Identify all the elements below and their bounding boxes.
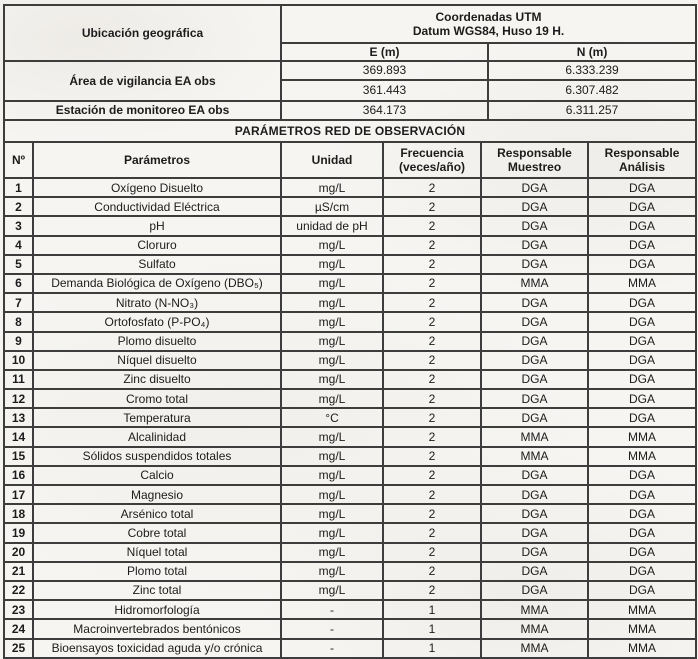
row-number-cell: 18 (4, 504, 33, 523)
monitoring-station-label: Estación de monitoreo EA obs (4, 101, 281, 120)
param-row (4, 389, 696, 408)
unit-cell: mg/L (281, 504, 383, 523)
row-number-cell: 8 (4, 312, 33, 331)
monitoring-parameters-table (3, 4, 697, 659)
parameter-name-cell: Bioensayos toxicidad aguda y/o crónica (33, 639, 281, 658)
unit-cell: mg/L (281, 236, 383, 255)
row-number-cell: 7 (4, 293, 33, 312)
sampling-responsible-cell: DGA (481, 216, 588, 235)
parameter-name-cell: Cloruro (33, 236, 281, 255)
row-number-cell: 25 (4, 639, 33, 658)
frequency-cell: 2 (383, 389, 481, 408)
parameter-name-cell: Temperatura (33, 408, 281, 427)
frequency-cell: 2 (383, 236, 481, 255)
sampling-responsible-cell: DGA (481, 255, 588, 274)
param-row (4, 504, 696, 523)
row-number-cell: 13 (4, 408, 33, 427)
row-number-cell: 5 (4, 255, 33, 274)
unit-cell: mg/L (281, 370, 383, 389)
row-number-cell: 1 (4, 178, 33, 197)
analysis-responsible-cell: DGA (588, 370, 696, 389)
row-number-cell: 11 (4, 370, 33, 389)
parameter-name-cell: Nitrato (N-NO₃) (33, 293, 281, 312)
param-row (4, 447, 696, 466)
unit-cell: - (281, 639, 383, 658)
frequency-cell: 2 (383, 408, 481, 427)
analysis-responsible-cell: MMA (588, 600, 696, 619)
frequency-cell: 2 (383, 447, 481, 466)
parameter-name-cell: Plomo total (33, 562, 281, 581)
unit-cell: mg/L (281, 427, 383, 446)
unit-cell: mg/L (281, 293, 383, 312)
sampling-responsible-cell: DGA (481, 562, 588, 581)
row-number-cell: 4 (4, 236, 33, 255)
unit-cell: mg/L (281, 255, 383, 274)
col-header-unit: Unidad (281, 142, 383, 178)
sampling-responsible-cell: DGA (481, 389, 588, 408)
sampling-responsible-cell: DGA (481, 370, 588, 389)
row-number-cell: 24 (4, 619, 33, 638)
param-row (4, 485, 696, 504)
parameter-name-cell: Zinc disuelto (33, 370, 281, 389)
analysis-responsible-cell: DGA (588, 255, 696, 274)
param-row (4, 197, 696, 216)
col-header-frequency: Frecuencia (veces/año) (383, 142, 481, 178)
coordinate-cell-east: 369.893 (281, 61, 488, 80)
sampling-responsible-cell: MMA (481, 427, 588, 446)
unit-cell: mg/L (281, 523, 383, 542)
row-number-cell: 15 (4, 447, 33, 466)
frequency-cell: 2 (383, 581, 481, 600)
unit-cell: - (281, 600, 383, 619)
parameter-name-cell: Ortofosfato (P-PO₄) (33, 312, 281, 331)
coordinate-cell-north: 6.311.257 (488, 101, 696, 120)
sampling-responsible-cell: DGA (481, 332, 588, 351)
sampling-responsible-cell: MMA (481, 619, 588, 638)
parameter-name-cell: Cromo total (33, 389, 281, 408)
param-row (4, 466, 696, 485)
utm-title: Coordenadas UTM (435, 9, 542, 24)
param-row (4, 370, 696, 389)
analysis-responsible-cell: MMA (588, 639, 696, 658)
sampling-responsible-cell: DGA (481, 178, 588, 197)
utm-subtitle: Datum WGS84, Huso 19 H. (412, 24, 565, 38)
row-number-cell: 2 (4, 197, 33, 216)
sampling-responsible-cell: DGA (481, 523, 588, 542)
unit-cell: mg/L (281, 485, 383, 504)
unit-cell: mg/L (281, 562, 383, 581)
sampling-responsible-cell: DGA (481, 581, 588, 600)
row-number-cell: 17 (4, 485, 33, 504)
unit-cell: mg/L (281, 466, 383, 485)
frequency-cell: 2 (383, 197, 481, 216)
row-number-cell: 14 (4, 427, 33, 446)
frequency-cell: 1 (383, 639, 481, 658)
parameter-name-cell: Plomo disuelto (33, 332, 281, 351)
sampling-responsible-cell: DGA (481, 197, 588, 216)
analysis-responsible-cell: DGA (588, 236, 696, 255)
unit-cell: mg/L (281, 581, 383, 600)
param-row (4, 274, 696, 293)
param-row (4, 216, 696, 235)
unit-cell: mg/L (281, 178, 383, 197)
row-number-cell: 9 (4, 332, 33, 351)
analysis-responsible-cell: DGA (588, 523, 696, 542)
analysis-responsible-cell: MMA (588, 447, 696, 466)
frequency-cell: 2 (383, 485, 481, 504)
row-number-cell: 10 (4, 351, 33, 370)
param-row (4, 581, 696, 600)
analysis-responsible-cell: DGA (588, 466, 696, 485)
frequency-cell: 2 (383, 504, 481, 523)
row-number-cell: 22 (4, 581, 33, 600)
vigilance-area-label: Área de vigilancia EA obs (4, 61, 281, 101)
parameter-name-cell: Sólidos suspendidos totales (33, 447, 281, 466)
row-number-cell: 20 (4, 543, 33, 562)
param-row (4, 639, 696, 658)
param-row (4, 312, 696, 331)
sampling-responsible-cell: MMA (481, 447, 588, 466)
param-row (4, 427, 696, 446)
unit-cell: mg/L (281, 389, 383, 408)
row-number-cell: 16 (4, 466, 33, 485)
sampling-responsible-cell: MMA (481, 274, 588, 293)
analysis-responsible-cell: DGA (588, 485, 696, 504)
sampling-responsible-cell: DGA (481, 543, 588, 562)
frequency-cell: 2 (383, 543, 481, 562)
analysis-responsible-cell: DGA (588, 389, 696, 408)
unit-cell: µS/cm (281, 197, 383, 216)
analysis-responsible-cell: DGA (588, 351, 696, 370)
frequency-cell: 2 (383, 312, 481, 331)
frequency-cell: 2 (383, 293, 481, 312)
parameter-name-cell: Arsénico total (33, 504, 281, 523)
param-row (4, 619, 696, 638)
row-number-cell: 12 (4, 389, 33, 408)
utm-header-cell (281, 5, 696, 43)
analysis-responsible-cell: MMA (588, 274, 696, 293)
unit-cell: mg/L (281, 332, 383, 351)
unit-cell: - (281, 619, 383, 638)
parameter-name-cell: pH (33, 216, 281, 235)
frequency-cell: 1 (383, 600, 481, 619)
parameter-name-cell: Conductividad Eléctrica (33, 197, 281, 216)
analysis-responsible-cell: DGA (588, 562, 696, 581)
analysis-responsible-cell: DGA (588, 543, 696, 562)
param-row (4, 523, 696, 542)
analysis-responsible-cell: DGA (588, 581, 696, 600)
sampling-responsible-cell: DGA (481, 504, 588, 523)
frequency-cell: 2 (383, 216, 481, 235)
parameter-name-cell: Hidromorfología (33, 600, 281, 619)
param-row (4, 293, 696, 312)
param-row (4, 236, 696, 255)
sampling-responsible-cell: DGA (481, 408, 588, 427)
frequency-cell: 2 (383, 255, 481, 274)
parameter-name-cell: Alcalinidad (33, 427, 281, 446)
coordinate-cell-east: 364.173 (281, 101, 488, 120)
location-header-cell: Ubicación geográfica (4, 5, 281, 61)
coordinate-cell-north: 6.333.239 (488, 61, 696, 80)
analysis-responsible-cell: MMA (588, 619, 696, 638)
col-header-number: Nº (4, 142, 33, 178)
col-header-analysis-responsible: Responsable Análisis (588, 142, 696, 178)
param-row (4, 255, 696, 274)
param-row (4, 562, 696, 581)
coordinate-cell-north: 6.307.482 (488, 80, 696, 101)
frequency-cell: 2 (383, 370, 481, 389)
unit-cell: mg/L (281, 543, 383, 562)
row-number-cell: 6 (4, 274, 33, 293)
analysis-responsible-cell: DGA (588, 312, 696, 331)
param-row (4, 543, 696, 562)
frequency-cell: 2 (383, 523, 481, 542)
frequency-cell: 2 (383, 332, 481, 351)
param-row (4, 332, 696, 351)
sampling-responsible-cell: DGA (481, 485, 588, 504)
frequency-cell: 2 (383, 427, 481, 446)
north-column-header: N (m) (488, 43, 696, 61)
east-column-header: E (m) (281, 43, 488, 61)
unit-cell: unidad de pH (281, 216, 383, 235)
section-title: PARÁMETROS RED DE OBSERVACIÓN (4, 120, 696, 142)
analysis-responsible-cell: MMA (588, 427, 696, 446)
analysis-responsible-cell: DGA (588, 332, 696, 351)
sampling-responsible-cell: DGA (481, 312, 588, 331)
row-number-cell: 3 (4, 216, 33, 235)
frequency-cell: 2 (383, 351, 481, 370)
parameter-name-cell: Oxígeno Disuelto (33, 178, 281, 197)
sampling-responsible-cell: MMA (481, 600, 588, 619)
sampling-responsible-cell: DGA (481, 236, 588, 255)
analysis-responsible-cell: DGA (588, 178, 696, 197)
frequency-cell: 1 (383, 619, 481, 638)
frequency-cell: 2 (383, 466, 481, 485)
row-number-cell: 21 (4, 562, 33, 581)
parameter-name-cell: Calcio (33, 466, 281, 485)
parameter-name-cell: Macroinvertebrados bentónicos (33, 619, 281, 638)
unit-cell: °C (281, 408, 383, 427)
col-header-sampling-responsible: Responsable Muestreo (481, 142, 588, 178)
analysis-responsible-cell: DGA (588, 216, 696, 235)
frequency-cell: 2 (383, 178, 481, 197)
col-header-parameter: Parámetros (33, 142, 281, 178)
unit-cell: mg/L (281, 274, 383, 293)
parameter-name-cell: Demanda Biológica de Oxígeno (DBO₅) (33, 274, 281, 293)
unit-cell: mg/L (281, 447, 383, 466)
unit-cell: mg/L (281, 351, 383, 370)
sampling-responsible-cell: DGA (481, 293, 588, 312)
frequency-cell: 2 (383, 274, 481, 293)
analysis-responsible-cell: DGA (588, 293, 696, 312)
parameter-name-cell: Sulfato (33, 255, 281, 274)
param-row (4, 178, 696, 197)
parameter-name-cell: Zinc total (33, 581, 281, 600)
row-number-cell: 19 (4, 523, 33, 542)
parameter-name-cell: Níquel total (33, 543, 281, 562)
param-rows (4, 178, 696, 658)
sampling-responsible-cell: DGA (481, 351, 588, 370)
unit-cell: mg/L (281, 312, 383, 331)
parameter-name-cell: Cobre total (33, 523, 281, 542)
param-row (4, 351, 696, 370)
param-row (4, 600, 696, 619)
parameter-name-cell: Níquel disuelto (33, 351, 281, 370)
coordinate-cell-east: 361.443 (281, 80, 488, 101)
analysis-responsible-cell: DGA (588, 197, 696, 216)
row-number-cell: 23 (4, 600, 33, 619)
analysis-responsible-cell: DGA (588, 504, 696, 523)
frequency-cell: 2 (383, 562, 481, 581)
sampling-responsible-cell: MMA (481, 639, 588, 658)
parameter-name-cell: Magnesio (33, 485, 281, 504)
analysis-responsible-cell: DGA (588, 408, 696, 427)
param-row (4, 408, 696, 427)
sampling-responsible-cell: DGA (481, 466, 588, 485)
